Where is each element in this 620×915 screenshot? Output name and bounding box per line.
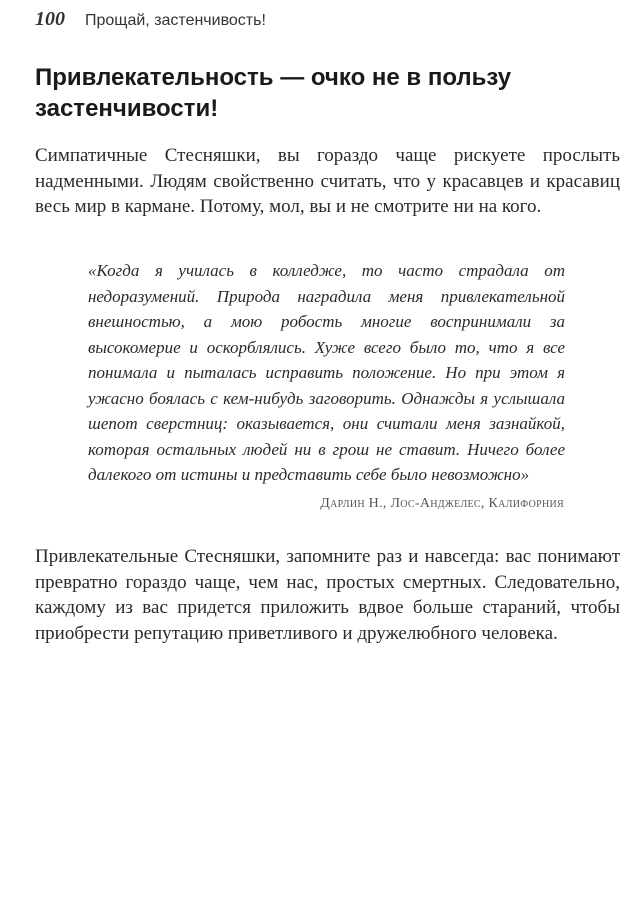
section-heading-line-1: Привлекательность — очко не в пользу bbox=[35, 64, 512, 91]
block-quote: «Когда я училась в колледже, то часто страдала от недоразумений. Природа наградила меня привлекательной внешностью, а мою робость многие воспринимали за высокомерие и оскорблялись. Хуже всего было то, что я все понимала и пыталась исправить положение. Но при этом я ужасно боялась с кем-нибудь заговорить. Однажды я услышала шепот сверстниц: оказывается, они считали меня зазнайкой, которая остальных людей ни в грош не ставит. Ничего более далекого от истины и представить себе было невозможно» bbox=[88, 261, 565, 484]
book-title: Прощай, застенчивость! bbox=[85, 12, 266, 29]
running-header bbox=[35, 8, 266, 32]
section-heading-line-2: застенчивости! bbox=[35, 95, 219, 122]
body-paragraph-2: Привлекательные Стесняшки, запомните раз и навсегда: вас понимают превратно гораздо чаще, чем нас, простых смертных. Следовательно, каждому из вас придется приложить вдвое больше стараний, чтобы приобрести репутацию приветливого и дружелюбного человека. bbox=[35, 546, 620, 644]
page-number: 100 bbox=[35, 8, 65, 30]
quote-attribution: Дарлин Н., Лос-Анджелес, Калифорния bbox=[320, 496, 564, 511]
section-heading bbox=[35, 62, 595, 124]
body-paragraph-1: Симпатичные Стесняшки, вы гораздо чаще рискуете прослыть надменными. Людям свойственно считать, что у красавцев и красавиц весь мир в кармане. Потому, мол, вы и не смотрите ни на кого. bbox=[35, 145, 620, 217]
